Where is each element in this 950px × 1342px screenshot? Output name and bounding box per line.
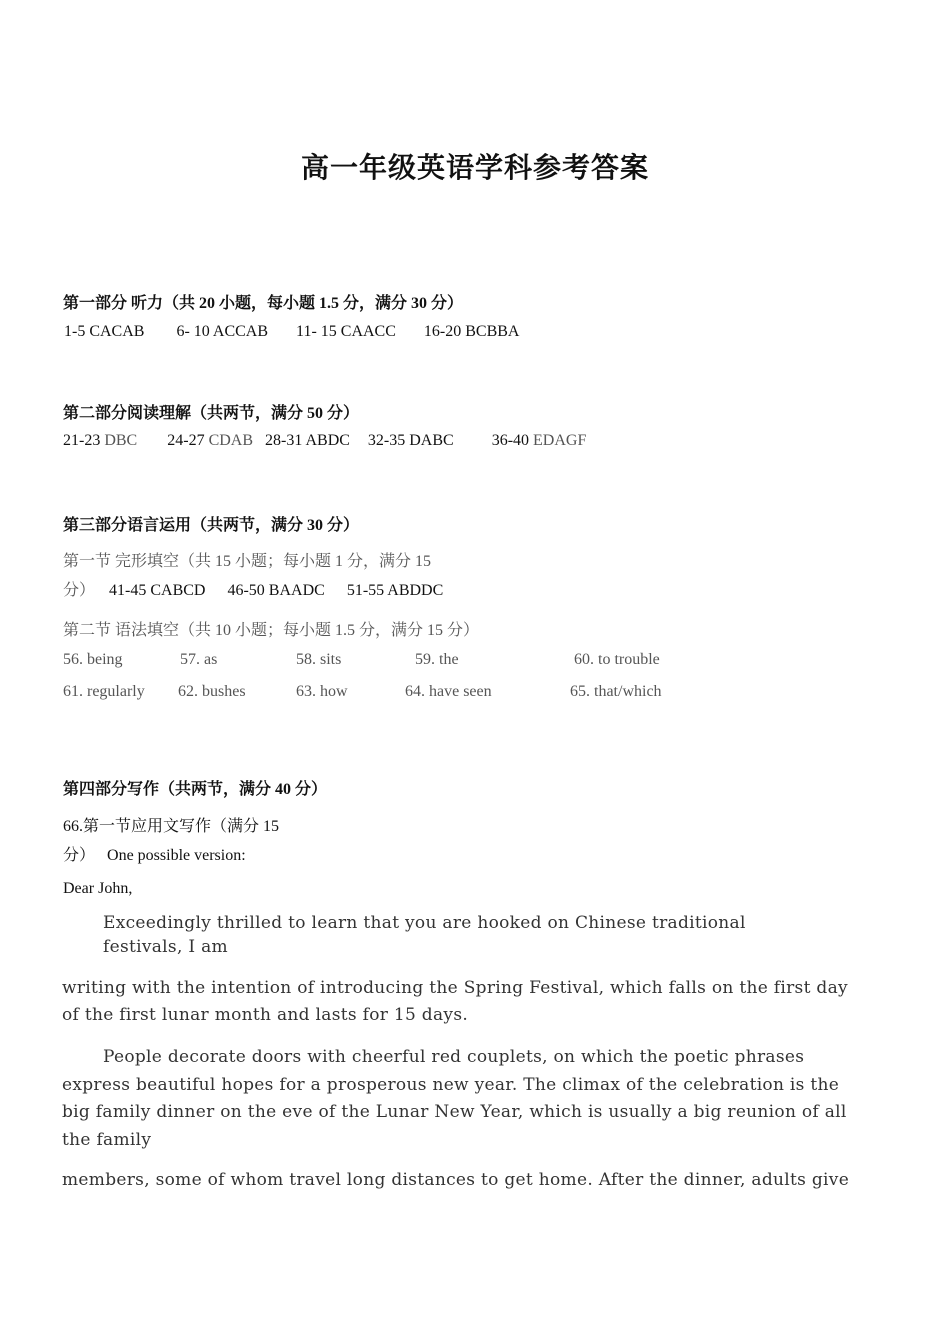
part1-heading: 第一部分 听力（共 20 小题，每小题 1.5 分，满分 30 分）: [63, 295, 464, 312]
grammar-answer: 59. the: [415, 651, 459, 668]
answer-group: 24-27 CDAB: [167, 432, 254, 449]
answer-group: 41-45 CABCD: [109, 582, 206, 599]
answer-group: 36-40 EDAGF: [491, 432, 587, 449]
answer-group: 6- 10 ACCAB: [176, 323, 269, 340]
writing-subheading: 分） One possible version:: [63, 847, 246, 864]
essay-paragraph: writing with the intention of introducing the Spring Festival, which falls on the first day of the first lunar month and lasts for 15 days.: [62, 978, 848, 1025]
answer-group: 51-55 ABDDC: [346, 582, 444, 599]
grammar-answer: 57. as: [180, 651, 218, 668]
answer-group: 32-35 DABC: [367, 432, 454, 449]
essay-paragraph: People decorate doors with cheerful red couplets, on which the poetic phrases express beautiful hopes for a prosperous new year. The climax of the celebration is the big family dinner on the eve of the Lunar New Year, which is usually a big reunion of all the family: [62, 1047, 847, 1150]
grammar-answer: 62. bushes: [178, 683, 246, 700]
grammar-answer: 58. sits: [296, 651, 342, 668]
grammar-answer: 64. have seen: [405, 683, 492, 700]
part1-answers: [64, 323, 519, 341]
answer-group: 46-50 BAADC: [227, 582, 325, 599]
essay-line: Exceedingly thrilled to learn that you are hooked on Chinese traditional: [103, 913, 746, 933]
grammar-answer: 61. regularly: [63, 683, 145, 700]
cloze-heading: 第一节 完形填空（共 15 小题；每小题 1 分，满分 15: [63, 553, 432, 570]
answer-group: 11- 15 CAACC: [296, 323, 396, 340]
part3-heading: 第三部分语言运用（共两节，满分 30 分）: [63, 517, 360, 534]
answer-group: 28-31 ABDC: [265, 432, 350, 449]
essay-line: festivals, I am: [103, 937, 228, 957]
answer-group: 1-5 CACAB: [64, 323, 145, 340]
grammar-answer: 60. to trouble: [574, 651, 660, 668]
writing-heading: 66.第一节应用文写作（满分 15: [63, 818, 280, 835]
essay-paragraph: members, some of whom travel long distances to get home. After the dinner, adults give: [62, 1170, 850, 1190]
cloze-answers: 分） 41-45 CABCD 46-50 BAADC 51-55 ABDDC: [63, 582, 444, 599]
grammar-answer: 56. being: [63, 651, 123, 668]
salutation: Dear John,: [63, 880, 133, 897]
answer-group: 21-23 DBC: [63, 432, 138, 449]
part4-heading: 第四部分写作（共两节，满分 40 分）: [63, 781, 328, 798]
grammar-heading: 第二节 语法填空（共 10 小题；每小题 1.5 分，满分 15 分）: [63, 622, 480, 639]
page-title: 高一年级英语学科参考答案: [300, 153, 649, 184]
part2-answers: [63, 432, 586, 450]
grammar-answer: 63. how: [296, 683, 348, 700]
grammar-answer: 65. that/which: [570, 683, 662, 700]
part2-heading: 第二部分阅读理解（共两节，满分 50 分）: [63, 405, 360, 422]
answer-group: 16-20 BCBBA: [423, 323, 520, 340]
